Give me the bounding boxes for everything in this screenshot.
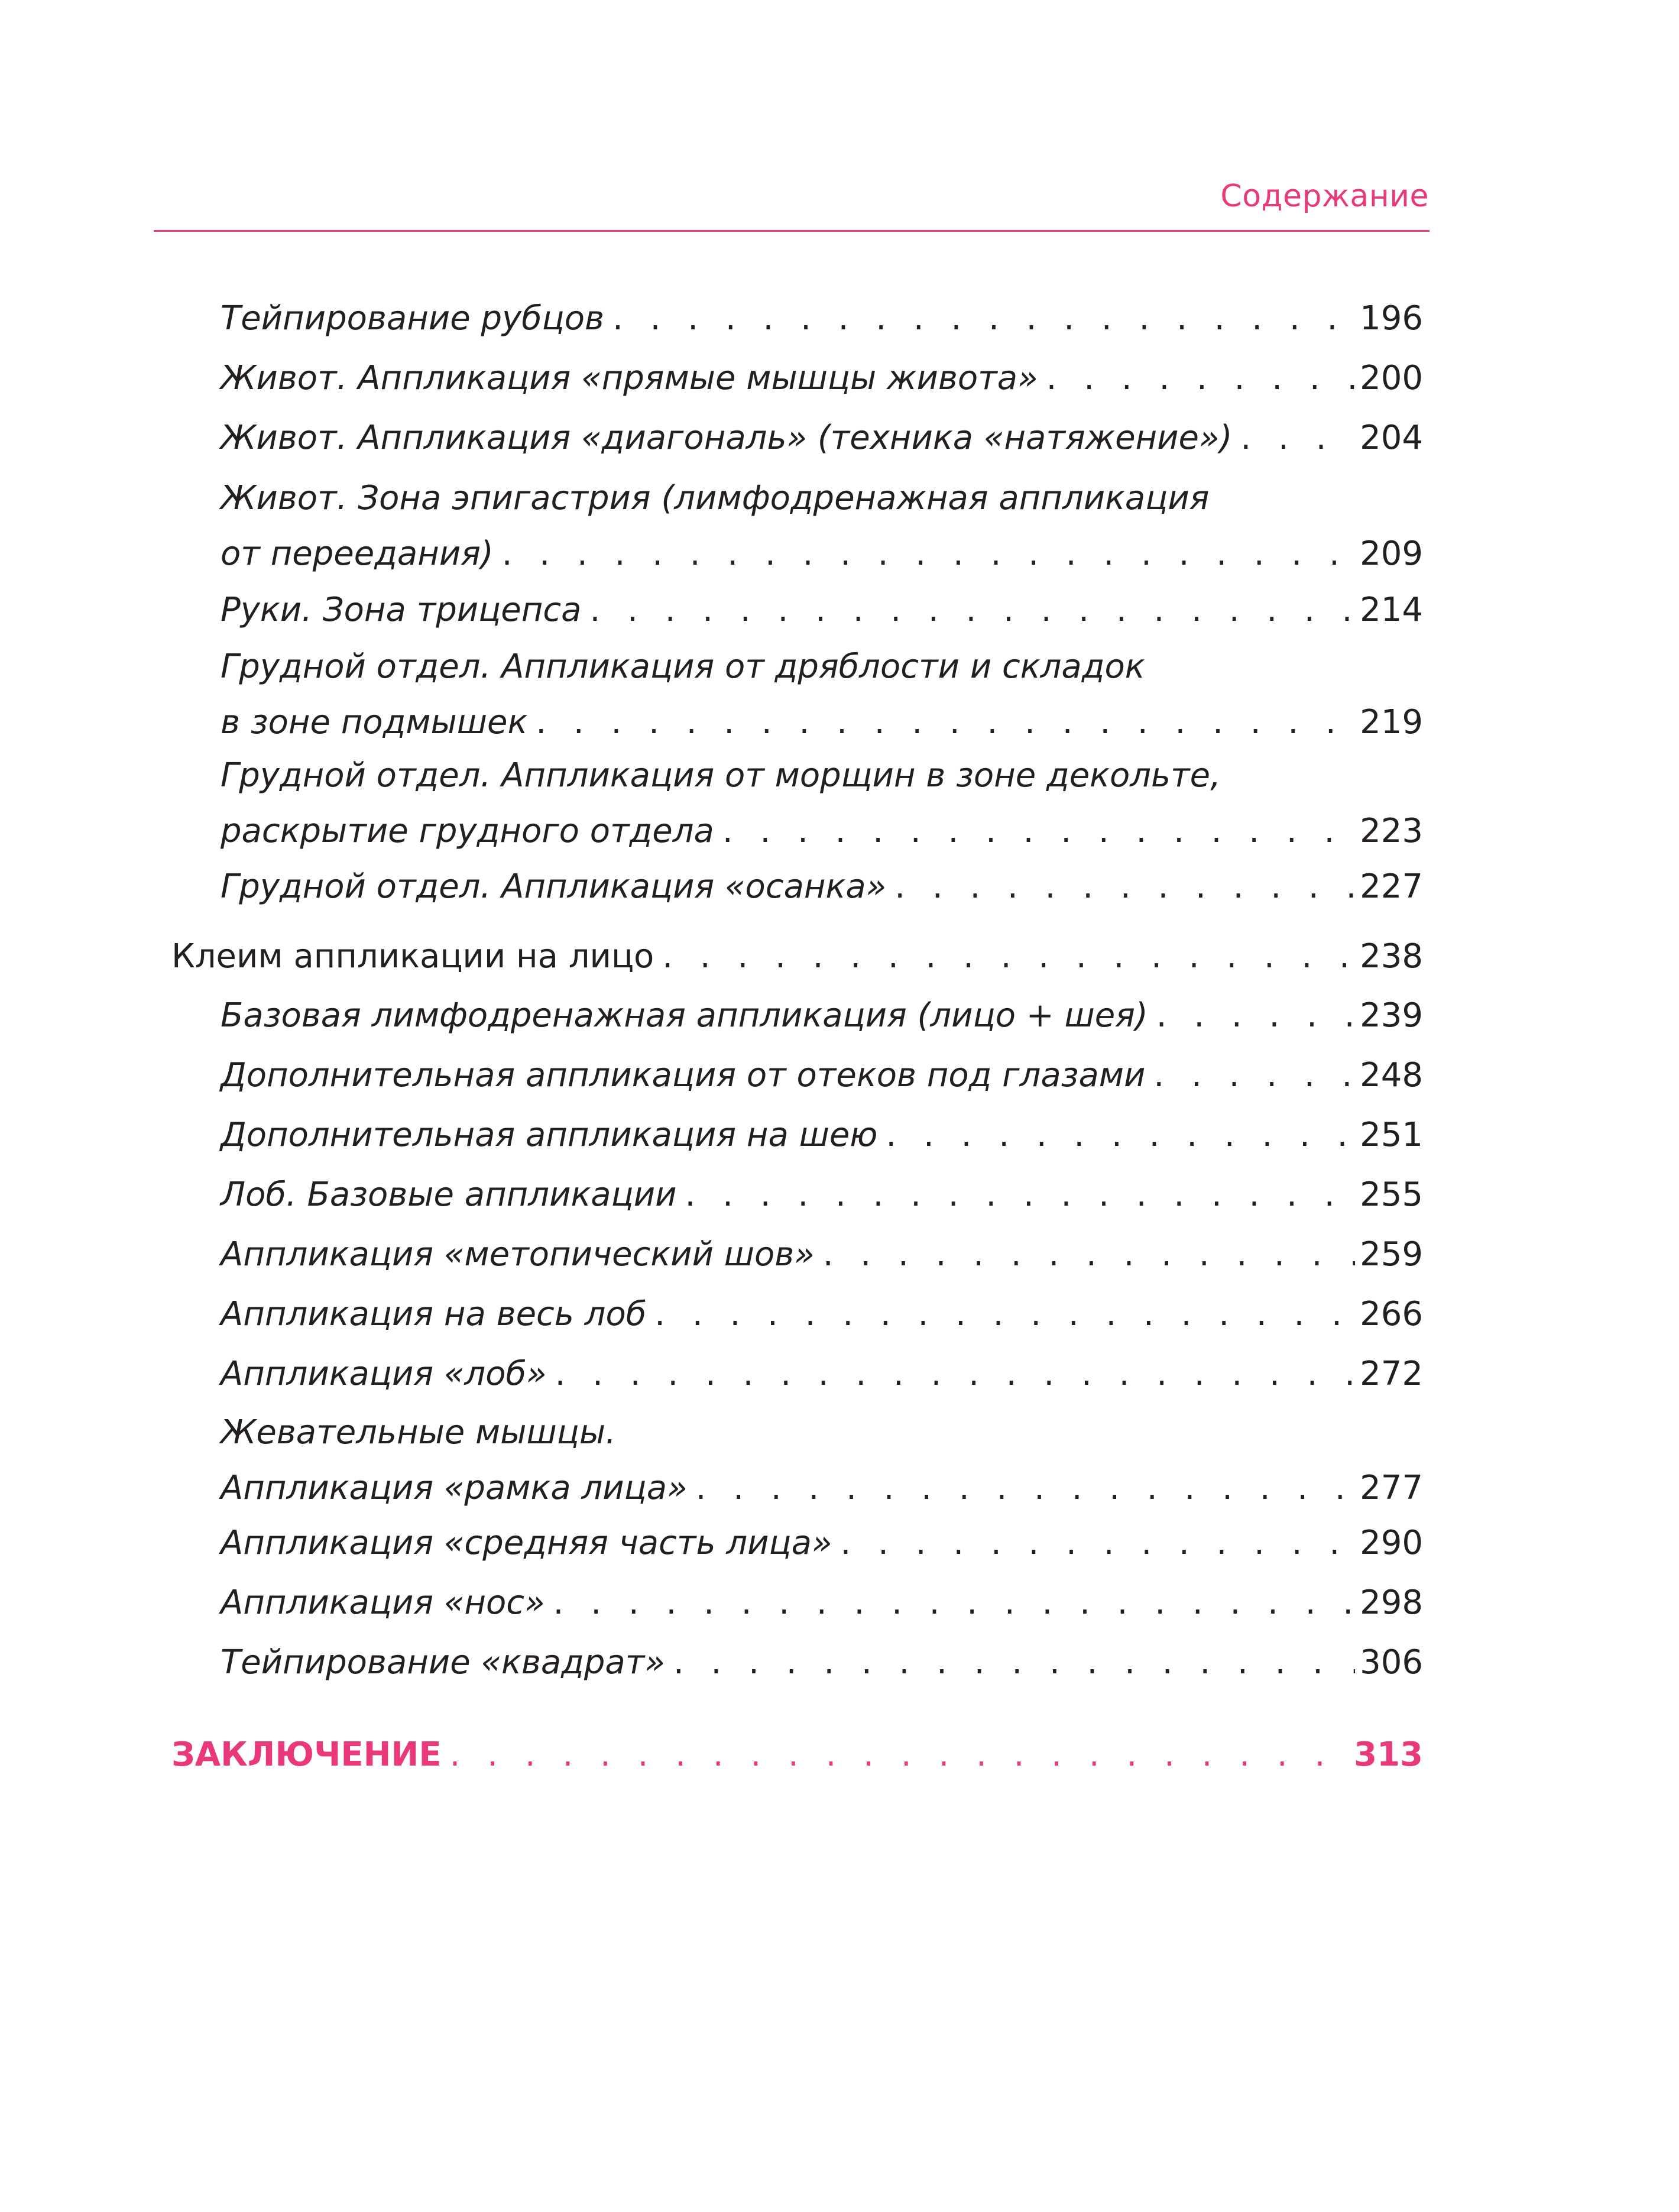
- toc-section-title: Клеим аппликации на лицо: [171, 937, 654, 976]
- toc-entry-page: 290: [1360, 1524, 1423, 1562]
- dot-leader: [696, 1472, 1355, 1505]
- toc-entry[interactable]: [221, 996, 1423, 1035]
- toc-entry-page: 239: [1360, 996, 1423, 1035]
- dot-leader: [722, 815, 1355, 848]
- dot-leader: [654, 1298, 1355, 1331]
- dot-leader: [1156, 999, 1355, 1032]
- toc-entry-title: Тейпирование рубцов: [221, 299, 605, 338]
- toc-entry-page: 227: [1360, 867, 1423, 906]
- toc-entry-title: Аппликация на весь лоб: [221, 1295, 647, 1333]
- toc-entry[interactable]: [221, 1643, 1423, 1682]
- dot-leader: [553, 1586, 1355, 1620]
- dot-leader: [685, 1178, 1356, 1212]
- toc-entry[interactable]: [221, 647, 1423, 741]
- dot-leader: [450, 1738, 1349, 1771]
- toc-entry[interactable]: [221, 1355, 1423, 1393]
- toc-entry-page: 238: [1360, 937, 1423, 976]
- toc-entry[interactable]: [221, 1583, 1423, 1622]
- dot-leader: [1240, 422, 1355, 455]
- toc-entry-title: Аппликация «нос»: [221, 1583, 545, 1622]
- toc-entry-title: Аппликация «средняя часть лица»: [221, 1524, 832, 1562]
- toc-entry[interactable]: [221, 1175, 1423, 1214]
- toc-entry-page: 266: [1360, 1295, 1423, 1333]
- toc-entry-title: Аппликация «метопический шов»: [221, 1235, 815, 1274]
- toc-entry[interactable]: [221, 299, 1423, 338]
- toc-entry-title: Тейпирование «квадрат»: [221, 1643, 665, 1682]
- toc-entry-page: 219: [1360, 703, 1423, 741]
- toc-entry[interactable]: [221, 359, 1423, 397]
- dot-leader: [589, 594, 1355, 627]
- dot-leader: [841, 1527, 1356, 1560]
- toc-entry-title: Аппликация «лоб»: [221, 1355, 547, 1393]
- toc-entry[interactable]: [221, 479, 1423, 573]
- toc-entry-page: 277: [1360, 1469, 1423, 1507]
- toc-entry-title-cont: раскрытие грудного отдела: [221, 812, 714, 850]
- toc-entry-page: 313: [1354, 1735, 1423, 1774]
- toc-entry-title: Дополнительная аппликация от отеков под глазами: [221, 1056, 1146, 1094]
- dot-leader: [555, 1358, 1356, 1391]
- toc-entry-page: 255: [1360, 1175, 1423, 1214]
- dot-leader: [886, 1119, 1355, 1152]
- toc-entry-title: Грудной отдел. Аппликация «осанка»: [221, 867, 887, 906]
- toc-entry-page: 196: [1360, 299, 1423, 338]
- toc-chapter-entry[interactable]: [171, 1735, 1423, 1774]
- toc-entry-title: Грудной отдел. Аппликация от морщин в зоне декольте,: [221, 756, 1221, 795]
- dot-leader: [1046, 362, 1355, 395]
- toc-entry-page: 248: [1360, 1056, 1423, 1094]
- toc-entry-page: 223: [1360, 812, 1423, 850]
- dot-leader: [662, 940, 1355, 973]
- dot-leader: [536, 706, 1355, 739]
- toc-entry-page: 259: [1360, 1235, 1423, 1274]
- toc-entry-page: 200: [1360, 359, 1423, 397]
- dot-leader: [673, 1646, 1355, 1679]
- toc-entry-page: 209: [1360, 535, 1423, 573]
- toc-entry-title: Жевательные мышцы.: [221, 1413, 616, 1452]
- toc-entry-page: 306: [1360, 1643, 1423, 1682]
- toc-entry-title: Базовая лимфодренажная аппликация (лицо + шея): [221, 996, 1148, 1035]
- toc-entry[interactable]: [221, 1413, 1423, 1507]
- toc-entry-page: 251: [1360, 1116, 1423, 1154]
- toc-entry[interactable]: [221, 1235, 1423, 1274]
- dot-leader: [1153, 1059, 1355, 1092]
- toc-entry[interactable]: [221, 867, 1423, 906]
- toc-entry-page: 272: [1360, 1355, 1423, 1393]
- toc-entry[interactable]: [221, 419, 1423, 457]
- toc-entry-title: Руки. Зона трицепса: [221, 591, 582, 629]
- toc-entry-title: Живот. Аппликация «диагональ» (техника «натяжение»): [221, 419, 1233, 457]
- toc-entry[interactable]: [221, 1056, 1423, 1094]
- toc-entry-page: 204: [1360, 419, 1423, 457]
- toc-entry[interactable]: [221, 1116, 1423, 1154]
- toc-entry[interactable]: [221, 1295, 1423, 1333]
- toc-chapter-title: ЗАКЛЮЧЕНИЕ: [171, 1735, 442, 1774]
- toc-section-entry[interactable]: [171, 937, 1423, 976]
- toc-entry-title-cont: Аппликация «рамка лица»: [221, 1469, 688, 1507]
- dot-leader: [823, 1238, 1355, 1271]
- toc-entry-title: Дополнительная аппликация на шею: [221, 1116, 878, 1154]
- toc-entry-page: 214: [1360, 591, 1423, 629]
- toc-entry-title: Грудной отдел. Аппликация от дряблости и складок: [221, 647, 1145, 686]
- dot-leader: [612, 302, 1355, 335]
- toc-entry-page: 298: [1360, 1583, 1423, 1622]
- toc-entry-title: Живот. Аппликация «прямые мышцы живота»: [221, 359, 1038, 397]
- toc-entry[interactable]: [221, 1524, 1423, 1562]
- toc-entry[interactable]: [221, 591, 1423, 629]
- toc-entry-title-cont: в зоне подмышек: [221, 703, 528, 741]
- toc-entry-title: Живот. Зона эпигастрия (лимфодренажная аппликация: [221, 479, 1210, 517]
- running-header: Содержание: [1220, 179, 1429, 214]
- dot-leader: [502, 537, 1355, 571]
- toc-entry[interactable]: [221, 756, 1423, 850]
- toc-entry-title-cont: от переедания): [221, 535, 494, 573]
- dot-leader: [894, 870, 1355, 903]
- toc-entry-title: Лоб. Базовые аппликации: [221, 1175, 677, 1214]
